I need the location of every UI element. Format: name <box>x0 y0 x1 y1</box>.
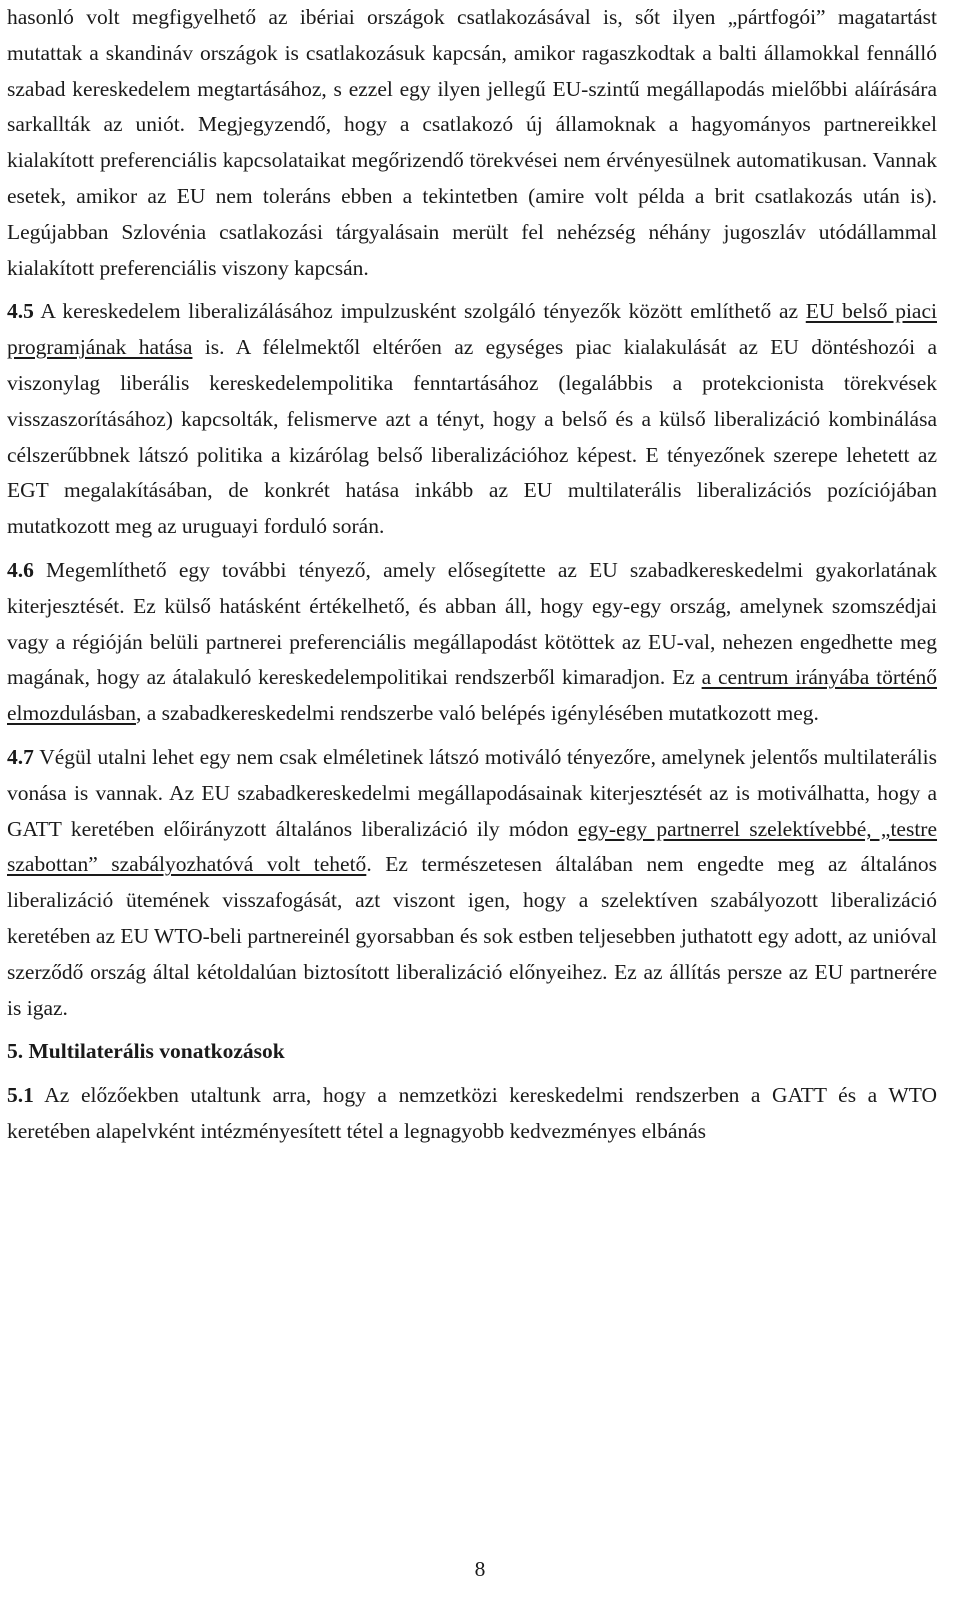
paragraph-number: 4.5 <box>7 299 34 324</box>
page-number: 8 <box>474 1557 486 1581</box>
underlined-phrase: EU belső piaci programjának hatása <box>7 299 937 360</box>
paragraph-number: 4.7 <box>7 744 34 769</box>
document-page <box>7 0 937 1150</box>
section-heading: 5. Multilaterális vonatkozások <box>7 1039 285 1064</box>
paragraph-5-1: 5.1 Az előzőekben utaltunk arra, hogy a nemzetközi kereskedelmi rendszerben a GATT és a WTO keretében alapelvként intézményesített tétel a legnagyobb kedvezményes elbánás <box>7 1083 937 1143</box>
paragraph-4-5: 4.5 A kereskedelem liberalizálásához impulzusként szolgáló tényezők között említhető az EU belső piaci programjának hatása is. A félelmektől eltérően az egységes piac kialakulását az EU döntéshozói a viszonylag liberális kereskedelempolitika fenntartásához (legalábbis a protekcionista törekvések visszaszorításához) kapcsolták, felismerve azt a tényt, hogy a belső és a külső liberalizáció kombinálása célszerűbbnek látszó politika a kizárólag belső liberalizációhoz képest. E tényezőnek szerepe lehetett az EGT megalakításában, de konkrét hatása inkább az EU multilaterális liberalizációs pozíciójában mutatkozott meg az uruguayi forduló során. <box>7 299 937 539</box>
underlined-phrase: egy-egy partnerrel szelektívebbé, „testre szabottan” szabályozhatóvá volt tehető <box>7 816 938 877</box>
paragraph-number: 4.6 <box>7 557 34 582</box>
paragraph-continuation: hasonló volt megfigyelhető az ibériai országok csatlakozásával is, sőt ilyen „pártfogói” magatartást mutattak a skandináv országok is csatlakozásuk kapcsán, amikor ragaszkodtak a balti államokkal fennálló szabad kereskedelem megtartásához, s ezzel egy ilyen jellegű EU-szintű megállapodás mielőbbi aláírására sarkallták az uniót. Megjegyzendő, hogy a csatlakozó új államoknak a hagyományos partnereikkel kialakított preferenciális kapcsolataikat megőrizendő törekvései nem érvényesülnek automatikusan. Vannak esetek, amikor az EU nem toleráns ebben a tekintetben (amire volt példa a brit csatlakozás után is). Legújabban Szlovénia csatlakozási tárgyalásain merült fel nehézség néhány jugoszláv utódállammal kialakított preferenciális viszony kapcsán. <box>7 5 937 280</box>
paragraph-4-6: 4.6 Megemlíthető egy további tényező, amely elősegítette az EU szabadkereskedelmi gyakorlatának kiterjesztését. Ez külső hatásként értékelhető, és abban áll, hogy egy-egy ország, amelynek szomszédjai vagy a régióján belüli partnerei preferenciális megállapodást kötöttek az EU-val, nehezen engedhette meg magának, hogy az átalakuló kereskedelempolitikai rendszerből kimaradjon. Ez a centrum irányába történő elmozdulásban, a szabadkereskedelmi rendszerbe való belépés igénylésében mutatkozott meg. <box>7 557 937 726</box>
paragraph-number: 5.1 <box>7 1083 34 1108</box>
underlined-phrase: a centrum irányába történő elmozdulásban <box>7 665 937 726</box>
paragraph-4-7: 4.7 Végül utalni lehet egy nem csak elméletinek látszó motiváló tényezőre, amelynek jelentős multilaterális vonása is vannak. Az EU szabadkereskedelmi megállapodásainak kiterjesztését az is motiválhatta, hogy a GATT keretében előirányzott általános liberalizáció ily módon egy-egy partnerrel szelektívebbé, „testre szabottan” szabályozhatóvá volt tehető. Ez természetesen általában nem engedte meg az általános liberalizáció ütemének visszafogását, azt viszont igen, hogy a szelektíven szabályozott liberalizáció keretében az EU WTO-beli partnereinél gyorsabban és sok estben teljesebben juthatott egy adott, az unióval szerződő ország által kétoldalúan biztosított liberalizáció előnyeihez. Ez az állítás persze az EU partnerére is igaz. <box>7 744 938 1020</box>
